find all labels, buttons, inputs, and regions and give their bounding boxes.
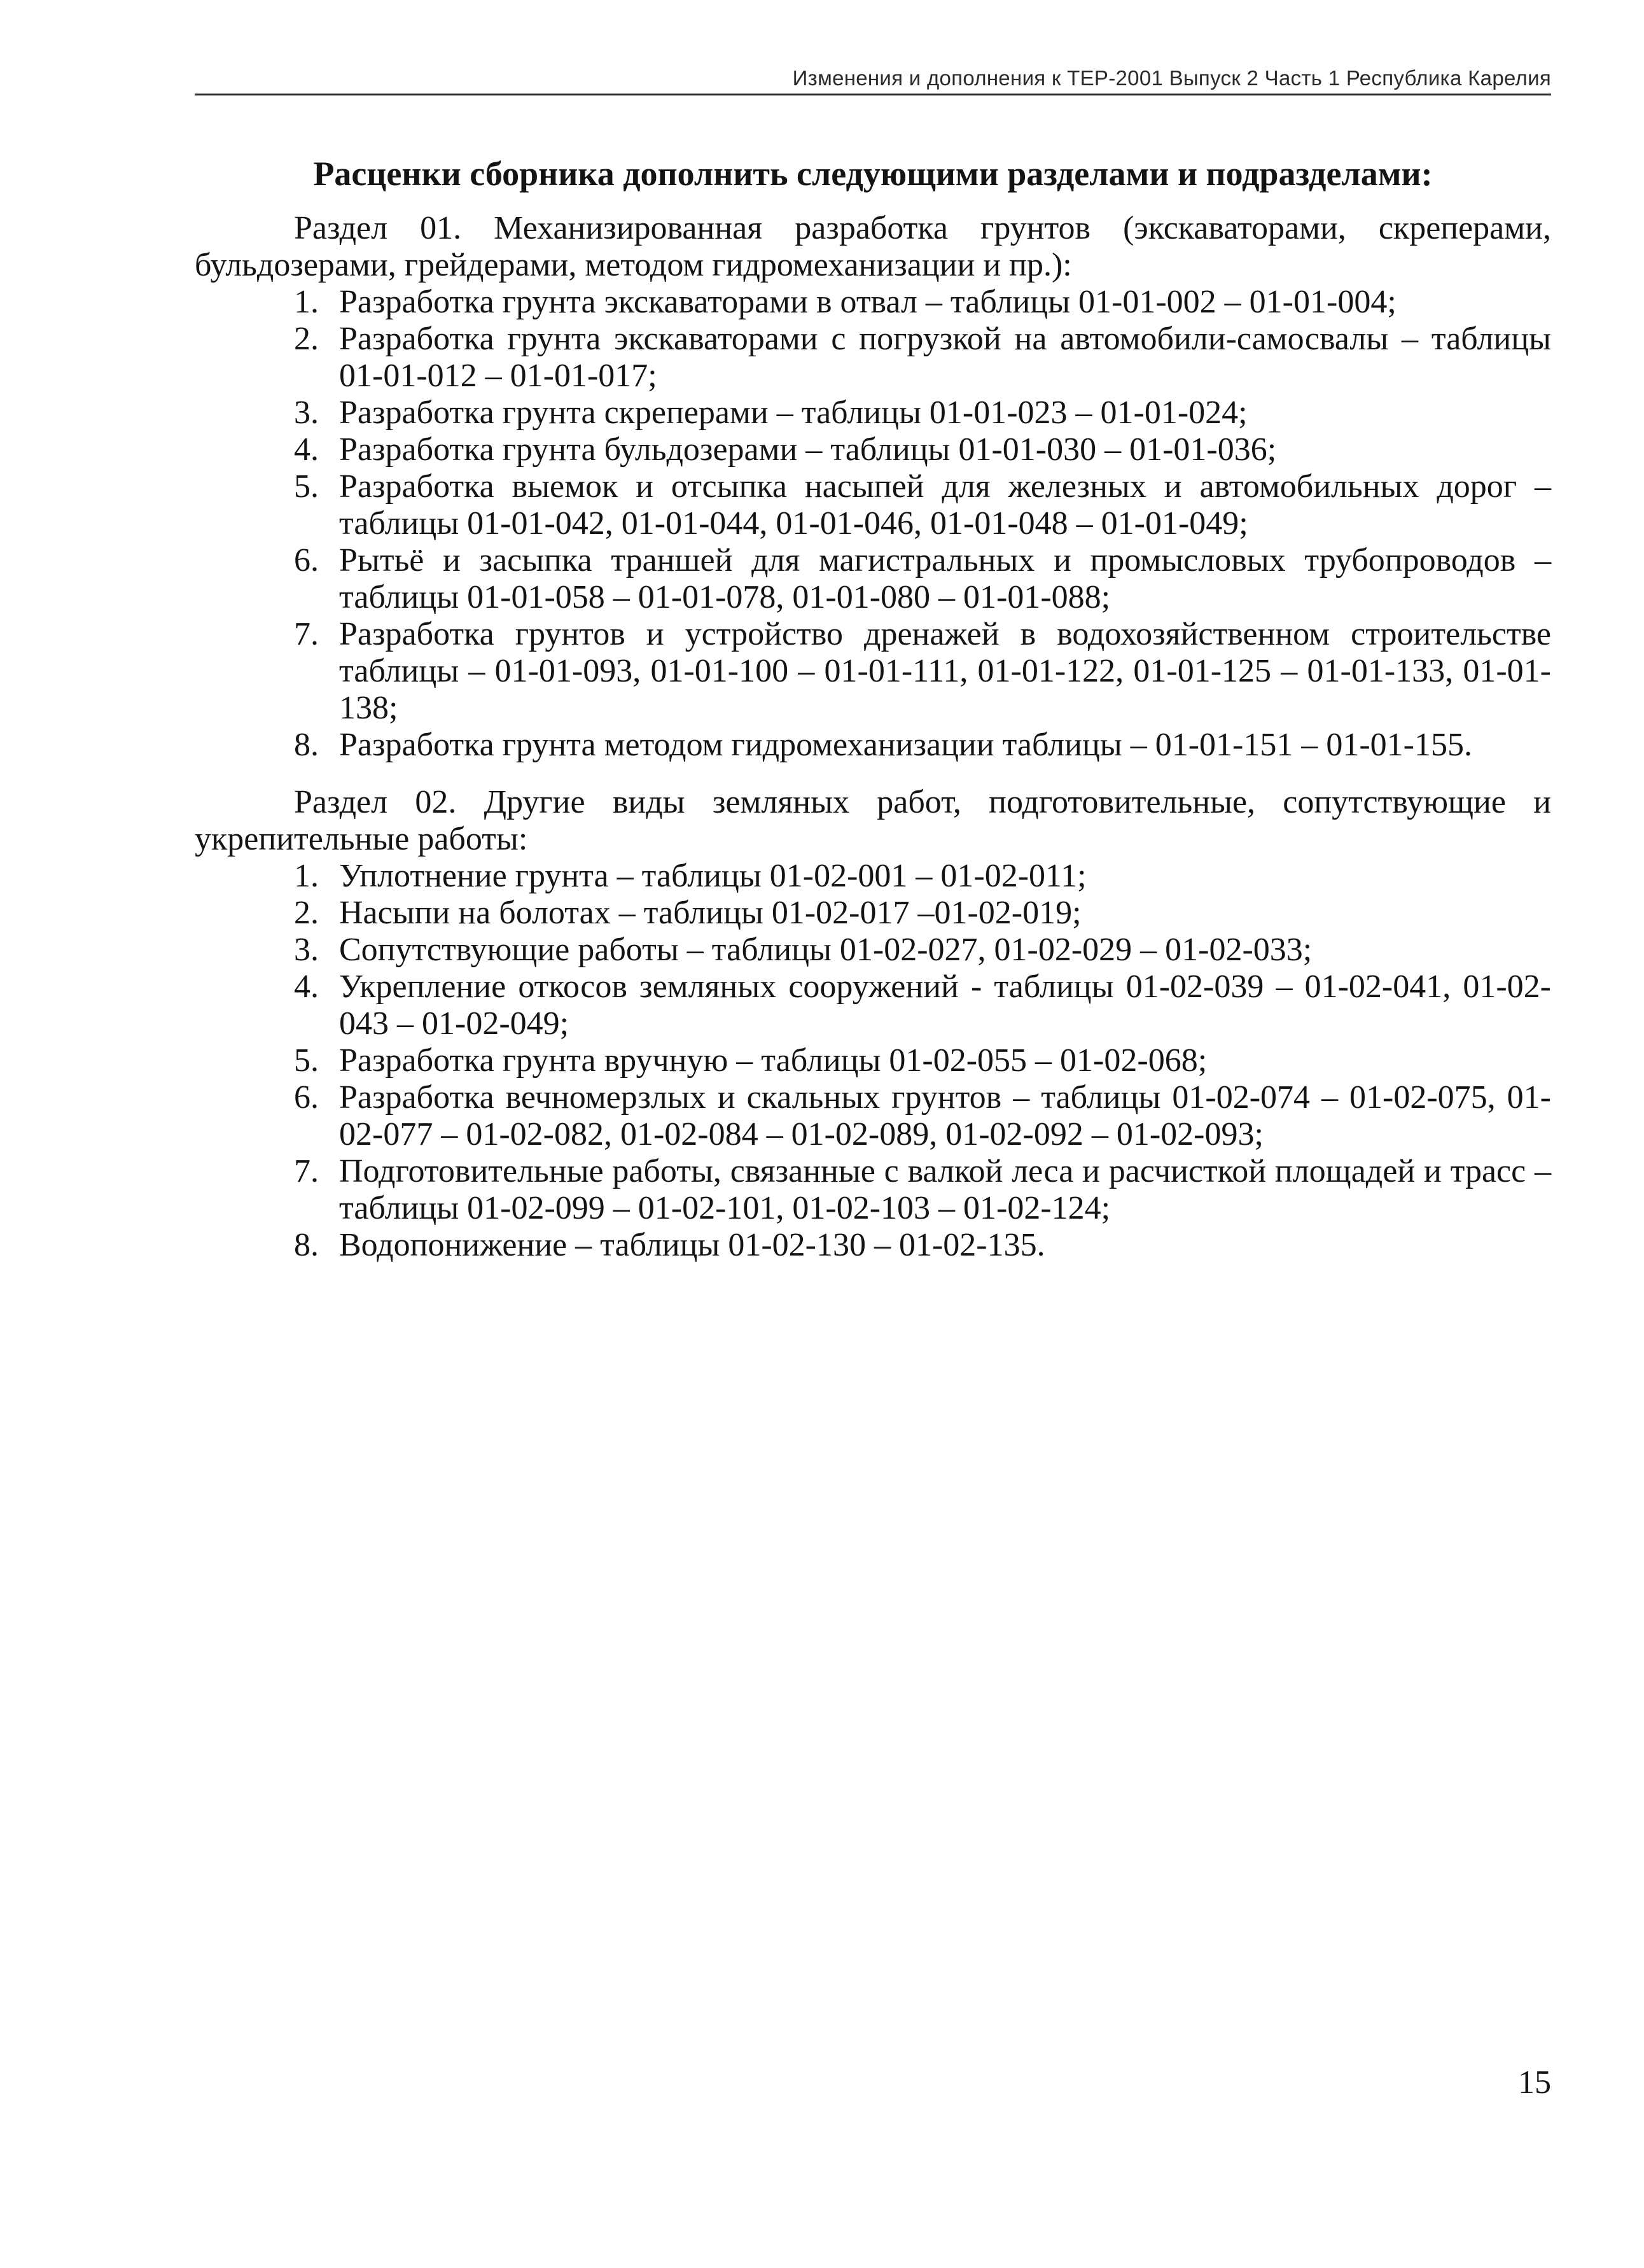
list-item [195, 858, 1551, 895]
list-item [195, 1227, 1551, 1264]
list-item [195, 395, 1551, 431]
section-01 [195, 210, 1551, 764]
list-item-text: Рытьё и засыпка траншей для магистральных и промысловых трубопроводов – таблицы 01-01-058 – 01-01-078, 01-01-080 – 01-01-088; [339, 542, 1551, 615]
list-item-text: Разработка грунта экскаваторами в отвал – таблицы 01-01-002 – 01-01-004; [339, 284, 1397, 320]
list-item-number: 4. [294, 969, 319, 1005]
list-item [195, 727, 1551, 764]
list-item-text: Разработка грунта экскаваторами с погрузкой на автомобили-самосвалы – таблицы 01-01-012 – 01-01-017; [339, 321, 1551, 394]
list-item [195, 431, 1551, 468]
list-item [195, 1042, 1551, 1079]
list-item [195, 468, 1551, 542]
list-item-text: Разработка вечномерзлых и скальных грунтов – таблицы 01-02-074 – 01-02-075, 01-02-077 – 01-02-082, 01-02-084 – 01-02-089, 01-02-092 – 01-02-093; [339, 1079, 1551, 1152]
list-item-number: 7. [294, 616, 319, 652]
list-item-number: 5. [294, 1042, 319, 1079]
list-item-text: Разработка грунта бульдозерами – таблицы 01-01-030 – 01-01-036; [339, 431, 1277, 468]
list-item-number: 4. [294, 431, 319, 468]
list-item [195, 542, 1551, 616]
list-item-number: 6. [294, 542, 319, 578]
list-item-number: 7. [294, 1153, 319, 1189]
section-02 [195, 784, 1551, 1264]
list-item-text: Уплотнение грунта – таблицы 01-02-001 – 01-02-011; [339, 858, 1087, 894]
section-heading: Раздел 02. Другие виды земляных работ, подготовительные, сопутствующие и укрепительные работы: [195, 784, 1551, 857]
list-item-number: 3. [294, 395, 319, 431]
list-item-text: Разработка грунта скреперами – таблицы 01-01-023 – 01-01-024; [339, 395, 1248, 431]
list-item [195, 1153, 1551, 1227]
list-item-text: Разработка выемок и отсыпка насыпей для железных и автомобильных дорог – таблицы 01-01-042, 01-01-044, 01-01-046, 01-01-048 – 01-01-049; [339, 468, 1551, 542]
list-item-number: 8. [294, 1227, 319, 1263]
page-number: 15 [1518, 2064, 1551, 2101]
list-item-number: 3. [294, 932, 319, 968]
list-item-text: Подготовительные работы, связанные с валкой леса и расчисткой площадей и трасс – таблицы 01-02-099 – 01-02-101, 01-02-103 – 01-02-124; [339, 1153, 1551, 1226]
list-item-text: Разработка грунта методом гидромеханизации таблицы – 01-01-151 – 01-01-155. [339, 727, 1472, 763]
list-item [195, 321, 1551, 395]
list-item-text: Водопонижение – таблицы 01-02-130 – 01-02-135. [339, 1227, 1045, 1263]
header-rule [195, 94, 1551, 95]
list-item-text: Разработка грунта вручную – таблицы 01-02-055 – 01-02-068; [339, 1042, 1208, 1079]
list-item-text: Насыпи на болотах – таблицы 01-02-017 –01-02-019; [339, 895, 1082, 931]
list-item [195, 932, 1551, 969]
list-item-text: Сопутствующие работы – таблицы 01-02-027, 01-02-029 – 01-02-033; [339, 932, 1313, 968]
list-item [195, 895, 1551, 932]
list-item-number: 8. [294, 727, 319, 763]
list-item-number: 2. [294, 321, 319, 357]
list-item-number: 6. [294, 1079, 319, 1116]
section-01-list [195, 284, 1551, 764]
section-heading: Раздел 01. Механизированная разработка грунтов (экскаваторами, скреперами, бульдозерами, грейдерами, методом гидромеханизации и пр.): [195, 210, 1551, 283]
list-item-text: Укрепление откосов земляных сооружений - таблицы 01-02-039 – 01-02-041, 01-02-043 – 01-02-049; [339, 969, 1551, 1042]
document-title: Расценки сборника дополнить следующими разделами и подразделами: [313, 155, 1433, 193]
list-item-number: 1. [294, 284, 319, 320]
running-title: Изменения и дополнения к ТЕР-2001 Выпуск 2 Часть 1 Республика Карелия [792, 66, 1551, 90]
list-item [195, 616, 1551, 727]
list-item-number: 2. [294, 895, 319, 931]
list-item [195, 1079, 1551, 1153]
document-body [195, 151, 1551, 1264]
list-item-number: 5. [294, 468, 319, 505]
list-item [195, 969, 1551, 1042]
list-item [195, 284, 1551, 321]
section-spacer [195, 764, 1551, 784]
section-02-list [195, 858, 1551, 1264]
list-item-text: Разработка грунтов и устройство дренажей в водохозяйственном строительстве таблицы – 01-01-093, 01-01-100 – 01-01-111, 01-01-122, 01-01-125 – 01-01-133, 01-01-138; [339, 616, 1551, 726]
page-header [195, 60, 1551, 95]
list-item-number: 1. [294, 858, 319, 894]
